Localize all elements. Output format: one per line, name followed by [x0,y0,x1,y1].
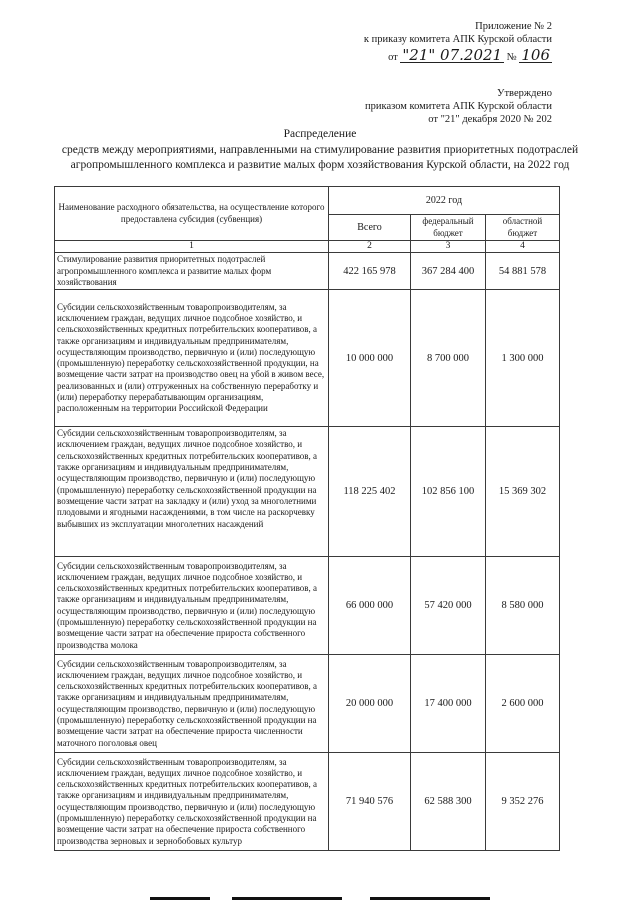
row-total: 71 940 576 [329,753,411,851]
row-name: Субсидии сельскохозяйственным товаропроизводителям, за исключением граждан, ведущих личное подсобное хозяйство, и сельскохозяйственных кредитных потребительских кооперативов, а также организациям и индивидуальным предпринимателям, осуществляющим производство, первичную и (или) последующую (промышленную) переработку сельскохозяйственной продукции на возмещение части затрат на обеспечение прироста численности маточного поголовья овец [55,655,329,753]
table-row [55,290,560,427]
index-cell: 3 [411,241,486,253]
appendix-label: Приложение № 2 [475,21,552,32]
row-regional: 1 300 000 [486,290,560,427]
row-federal: 102 856 100 [411,427,486,557]
row-total: 20 000 000 [329,655,411,753]
row-total: 10 000 000 [329,290,411,427]
scan-artifact [370,897,490,900]
header-block [364,20,552,64]
row-total: 422 165 978 [329,253,411,290]
row-federal: 17 400 000 [411,655,486,753]
index-cell: 1 [55,241,329,253]
approved-date: от "21" декабря 2020 № 202 [428,114,552,125]
row-name: Субсидии сельскохозяйственным товаропроизводителям, за исключением граждан, ведущих личное подсобное хозяйство, и сельскохозяйственных кредитных потребительских кооперативов, а также организациям и индивидуальным предпринимателям, осуществляющим производство, первичную и (или) последующую (промышленную) переработку сельскохозяйственной продукции, на возмещение части затрат на производство овец на убой в живом весе, реализованных и (или) отгруженных на собственную переработку и (или) переработку перерабатывающим организациям, расположенным на территории Российской Федерации [55,290,329,427]
col-header-regional: областной бюджет [486,215,560,241]
approval-block [365,87,552,126]
index-cell: 2 [329,241,411,253]
order-date-line: от "21" 07.2021 № 106 [388,46,550,64]
row-regional: 54 881 578 [486,253,560,290]
table-row [55,753,560,851]
approved-label: Утверждено [497,88,552,99]
row-name: Субсидии сельскохозяйственным товаропроизводителям, за исключением граждан, ведущих личное подсобное хозяйство, и сельскохозяйственных кредитных потребительских кооперативов, а также организациям и индивидуальным предпринимателям, осуществляющим производство, первичную и (или) последующую (промышленную) переработку сельскохозяйственной продукции на возмещение части затрат на обеспечение прироста собственного производства зерновых и зернобобовых культур [55,753,329,851]
scan-artifact [232,897,342,900]
row-federal: 8 700 000 [411,290,486,427]
scan-artifact [150,897,210,900]
doc-subtitle-line1: средств между мероприятиями, направленными на стимулирование развития приоритетных подотраслей [61,144,579,156]
row-total: 66 000 000 [329,557,411,655]
distribution-table [54,186,560,851]
row-federal: 367 284 400 [411,253,486,290]
handwritten-date: "21" 07.2021 [402,46,503,64]
row-regional: 9 352 276 [486,753,560,851]
row-total: 118 225 402 [329,427,411,557]
index-row [55,241,560,253]
order-reference: к приказу комитета АПК Курской области [363,34,552,45]
col-header-name: Наименование расходного обязательства, на осуществление которого предоставлена субсидия (субвенция) [55,187,329,241]
col-header-year: 2022 год [329,187,560,215]
row-regional: 15 369 302 [486,427,560,557]
doc-title: Распределение [283,128,357,140]
approved-order: приказом комитета АПК Курской области [365,101,552,112]
index-cell: 4 [486,241,560,253]
row-name: Субсидии сельскохозяйственным товаропроизводителям, за исключением граждан, ведущих личное подсобное хозяйство, и сельскохозяйственных кредитных потребительских кооперативов, а также организациям и индивидуальным предпринимателям, осуществляющим производство, первичную и (или) последующую (промышленную) переработку сельскохозяйственной продукции на возмещение части затрат на обеспечение прироста собственного производства молока [55,557,329,655]
row-federal: 57 420 000 [411,557,486,655]
table-row [55,557,560,655]
row-name: Субсидии сельскохозяйственным товаропроизводителям, за исключением граждан, ведущих личное подсобное хозяйство, и сельскохозяйственных кредитных потребительских кооперативов, а также организациям и индивидуальным предпринимателям, осуществляющим производство, первичную и (или) последующую (промышленную) переработку сельскохозяйственной продукции на возмещение части затрат на закладку и (или) уход за многолетними плодовыми и ягодными насаждениями, в том числе на раскорчевку выбывших из эксплуатации многолетних насаждений [55,427,329,557]
table-row [55,427,560,557]
row-regional: 8 580 000 [486,557,560,655]
row-regional: 2 600 000 [486,655,560,753]
doc-subtitle-line2: агропромышленного комплекса и развитие малых форм хозяйствования Курской области, на 2022 год [70,159,570,171]
table-row [55,253,560,290]
row-name: Стимулирование развития приоритетных подотраслей агропромышленного комплекса и развитие малых форм хозяйствования [55,253,329,290]
table-row [55,655,560,753]
col-header-federal: федеральный бюджет [411,215,486,241]
col-header-total: Всего [329,215,411,241]
handwritten-number: 106 [521,46,550,64]
row-federal: 62 588 300 [411,753,486,851]
